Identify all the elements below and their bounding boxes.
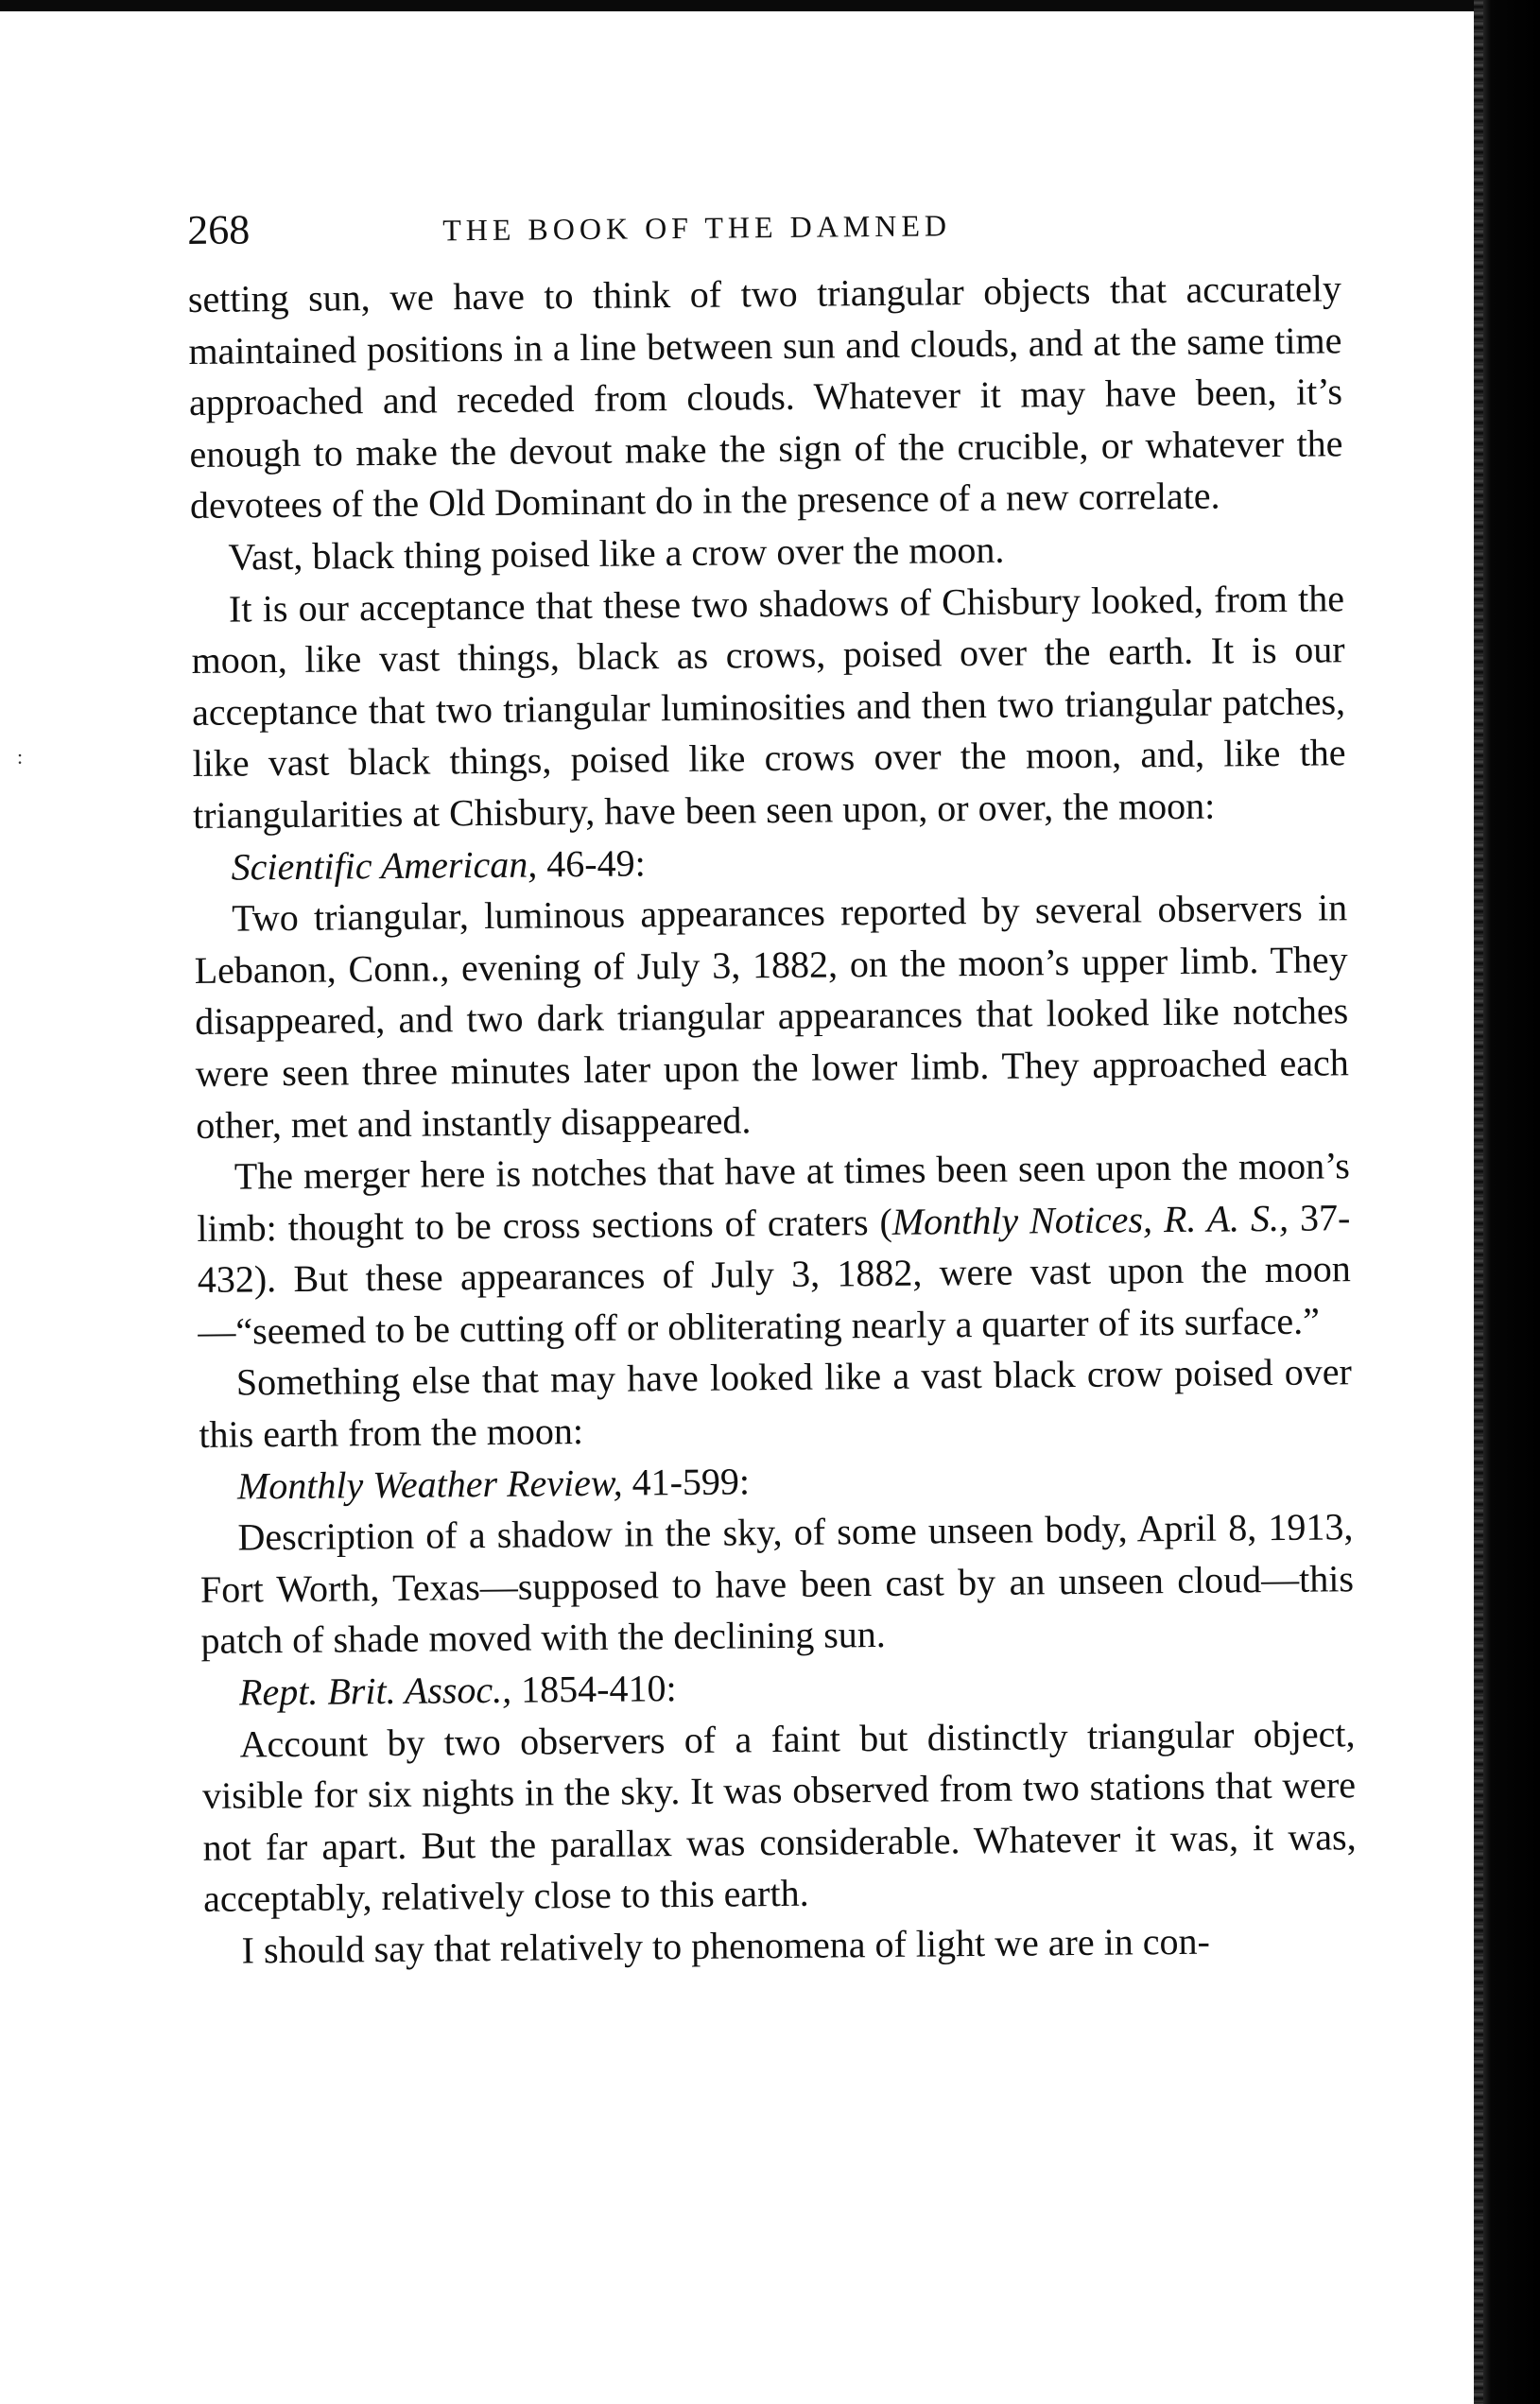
paragraph bbox=[197, 1140, 1352, 1358]
book-page bbox=[187, 199, 1358, 1977]
paragraph-text: 37-432). But these appearances of July 3, 1882, were vast upon the moon—“seemed to be cutting off or obliterating nearly a quarter of its surface.” bbox=[197, 1195, 1352, 1353]
citation-source: Rept. Brit. Assoc., bbox=[238, 1668, 512, 1714]
body-text bbox=[188, 263, 1358, 1977]
scan-top-border bbox=[0, 0, 1540, 11]
paragraph: It is our acceptance that these two shadows of Chisbury looked, from the moon, like vast things, black as crows, poised over the earth. It is our acceptance that two triangular luminosities and then two triangular patches, like vast black things, poised like crows over the moon, and, like the triangularities at Chisbury, have been seen upon, or over, the moon: bbox=[191, 576, 1346, 837]
margin-mark: : bbox=[17, 745, 24, 769]
citation-source: Scientific American, bbox=[231, 842, 538, 889]
paragraph: Account by two observers of a faint but distinctly triangular object, visible for six nights in the sky. It was observed from two stations that were not far apart. But the parallax was considerable. Whatever it was, it was, acceptably, relatively close to this earth. bbox=[201, 1711, 1357, 1921]
paragraph: I should say that relatively to phenomena of light we are in con- bbox=[241, 1919, 1210, 1972]
paragraph: setting sun, we have to think of two triangular objects that accurately maintained positions in a line between sun and clouds, and at the same time approached and receded from clouds. Whatever it may have been, it’s enough to make the devout make the sign of the crucible, or whatever the devotees of the Old Dominant do in the presence of a new correlate. bbox=[187, 267, 1343, 527]
page-number: 268 bbox=[186, 206, 251, 253]
citation-source: Monthly Notices, R. A. S., bbox=[891, 1196, 1289, 1243]
citation-reference: 1854-410: bbox=[510, 1667, 677, 1711]
paragraph: Two triangular, luminous appearances reported by several observers in Lebanon, Conn., evening of July 3, 1882, on the moon’s upper limb. They disappeared, and two dark triangular appearances that looked like notches were seen three minutes later upon the lower limb. They approached each other, met and instantly disappeared. bbox=[194, 886, 1349, 1147]
citation-source: Monthly Weather Review, bbox=[236, 1461, 623, 1508]
paragraph-text: The merger here is notches that have at times been seen upon the moon’s limb: thought to be cross sections of craters ( bbox=[197, 1144, 1350, 1250]
paragraph: Something else that may have looked like a vast black crow poised over this earth from the moon: bbox=[199, 1350, 1353, 1457]
citation-reference: 46-49: bbox=[537, 840, 646, 886]
running-head bbox=[187, 199, 1341, 268]
paragraph: Description of a shadow in the sky, of some unseen body, April 8, 1913, Fort Worth, Texas—supposed to have been cast by an unseen cloud—this patch of shade moved with the declining sun. bbox=[199, 1505, 1355, 1663]
citation-reference: 41-599: bbox=[622, 1460, 751, 1504]
book-title: THE BOOK OF THE DAMNED bbox=[442, 208, 952, 248]
paragraph: Vast, black thing poised like a crow over the moon. bbox=[228, 527, 1005, 579]
scan-right-border bbox=[1481, 0, 1540, 2404]
